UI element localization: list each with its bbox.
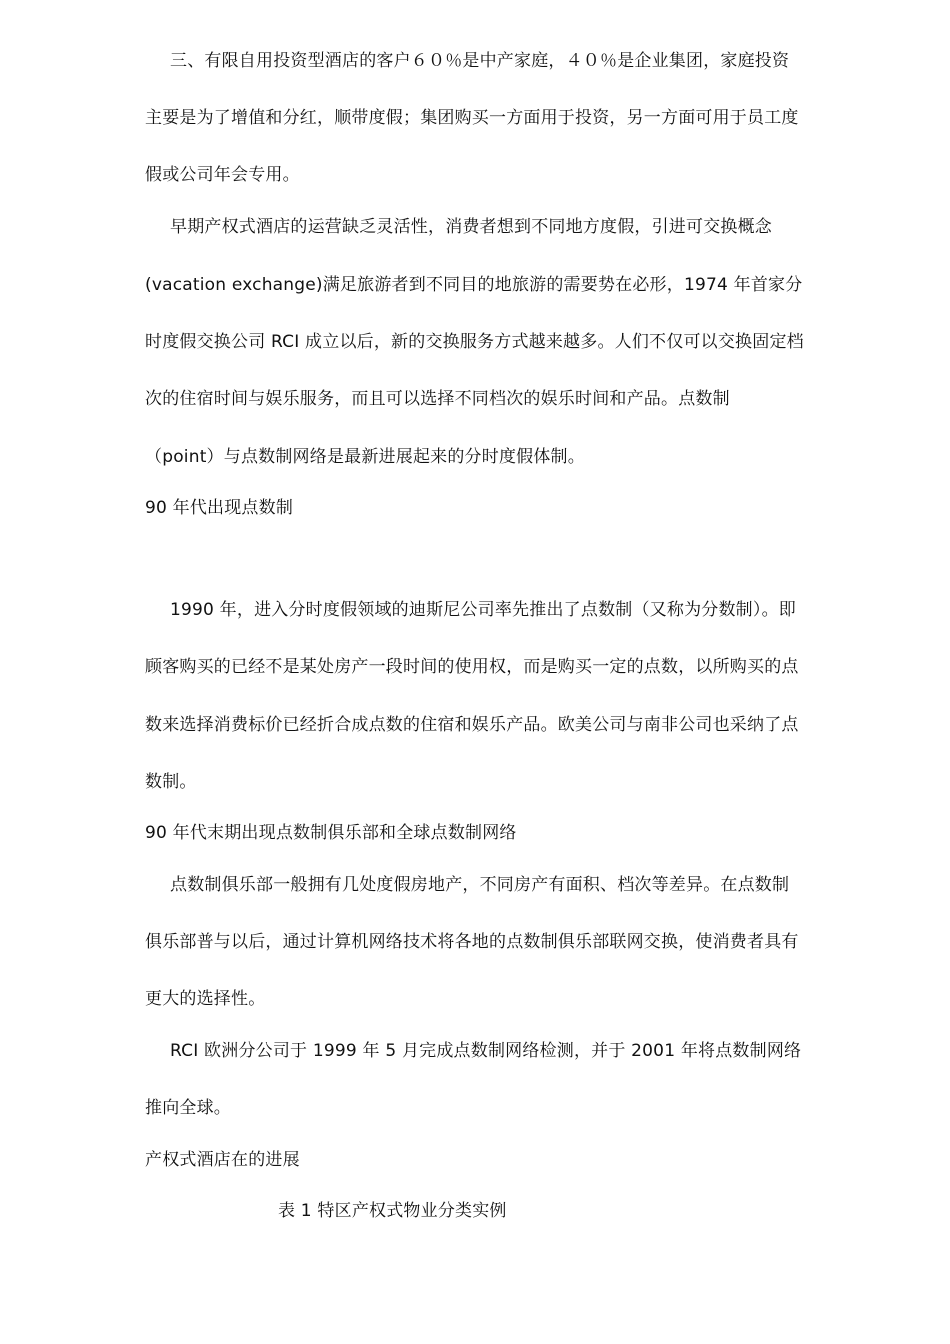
paragraph-4-line-3: 更大的选择性。	[145, 989, 266, 1009]
paragraph-2-line-5: （point）与点数制网络是最新进展起来的分时度假体制。	[145, 447, 585, 467]
paragraph-2-line-2: (vacation exchange)满足旅游者到不同目的地旅游的需要势在必形，1974 年首家分	[145, 275, 803, 295]
paragraph-3-line-2: 顾客购买的已经不是某处房产一段时间的使用权，而是购买一定的点数，以所购买的点	[145, 657, 799, 677]
paragraph-3-line-4: 数制。	[145, 772, 197, 792]
section-heading-progress: 产权式酒店在的进展	[145, 1150, 300, 1170]
paragraph-3-line-3: 数来选择消费标价已经折合成点数的住宿和娱乐产品。欧美公司与南非公司也采纳了点	[145, 715, 799, 735]
table-caption: 表 1 特区产权式物业分类实例	[278, 1201, 507, 1221]
paragraph-2-line-4: 次的住宿时间与娱乐服务，而且可以选择不同档次的娱乐时间和产品。点数制	[145, 389, 730, 409]
paragraph-3-line-1: 1990 年，进入分时度假领域的迪斯尼公司率先推出了点数制（又称为分数制）。即	[170, 600, 796, 620]
paragraph-2-line-3: 时度假交换公司 RCI 成立以后，新的交换服务方式越来越多。人们不仅可以交换固定档	[145, 332, 804, 352]
paragraph-1-line-1: 三、有限自用投资型酒店的客户６０％是中产家庭，４０％是企业集团，家庭投资	[170, 51, 790, 71]
paragraph-4-line-1: 点数制俱乐部一般拥有几处度假房地产，不同房产有面积、档次等差异。在点数制	[170, 875, 790, 895]
paragraph-2-line-1: 早期产权式酒店的运营缺乏灵活性，消费者想到不同地方度假，引进可交换概念	[170, 217, 772, 237]
paragraph-5-line-2: 推向全球。	[145, 1098, 231, 1118]
paragraph-5-line-1: RCI 欧洲分公司于 1999 年 5 月完成点数制网络检测，并于 2001 年将点数制网络	[170, 1041, 802, 1061]
paragraph-1-line-3: 假或公司年会专用。	[145, 165, 300, 185]
paragraph-4-line-2: 俱乐部普与以后，通过计算机网络技术将各地的点数制俱乐部联网交换，使消费者具有	[145, 932, 799, 952]
section-heading-points-club: 90 年代末期出现点数制俱乐部和全球点数制网络	[145, 823, 517, 843]
paragraph-1-line-2: 主要是为了增值和分红，顺带度假；集团购买一方面用于投资，另一方面可用于员工度	[145, 108, 799, 128]
section-heading-points-system: 90 年代出现点数制	[145, 498, 294, 518]
